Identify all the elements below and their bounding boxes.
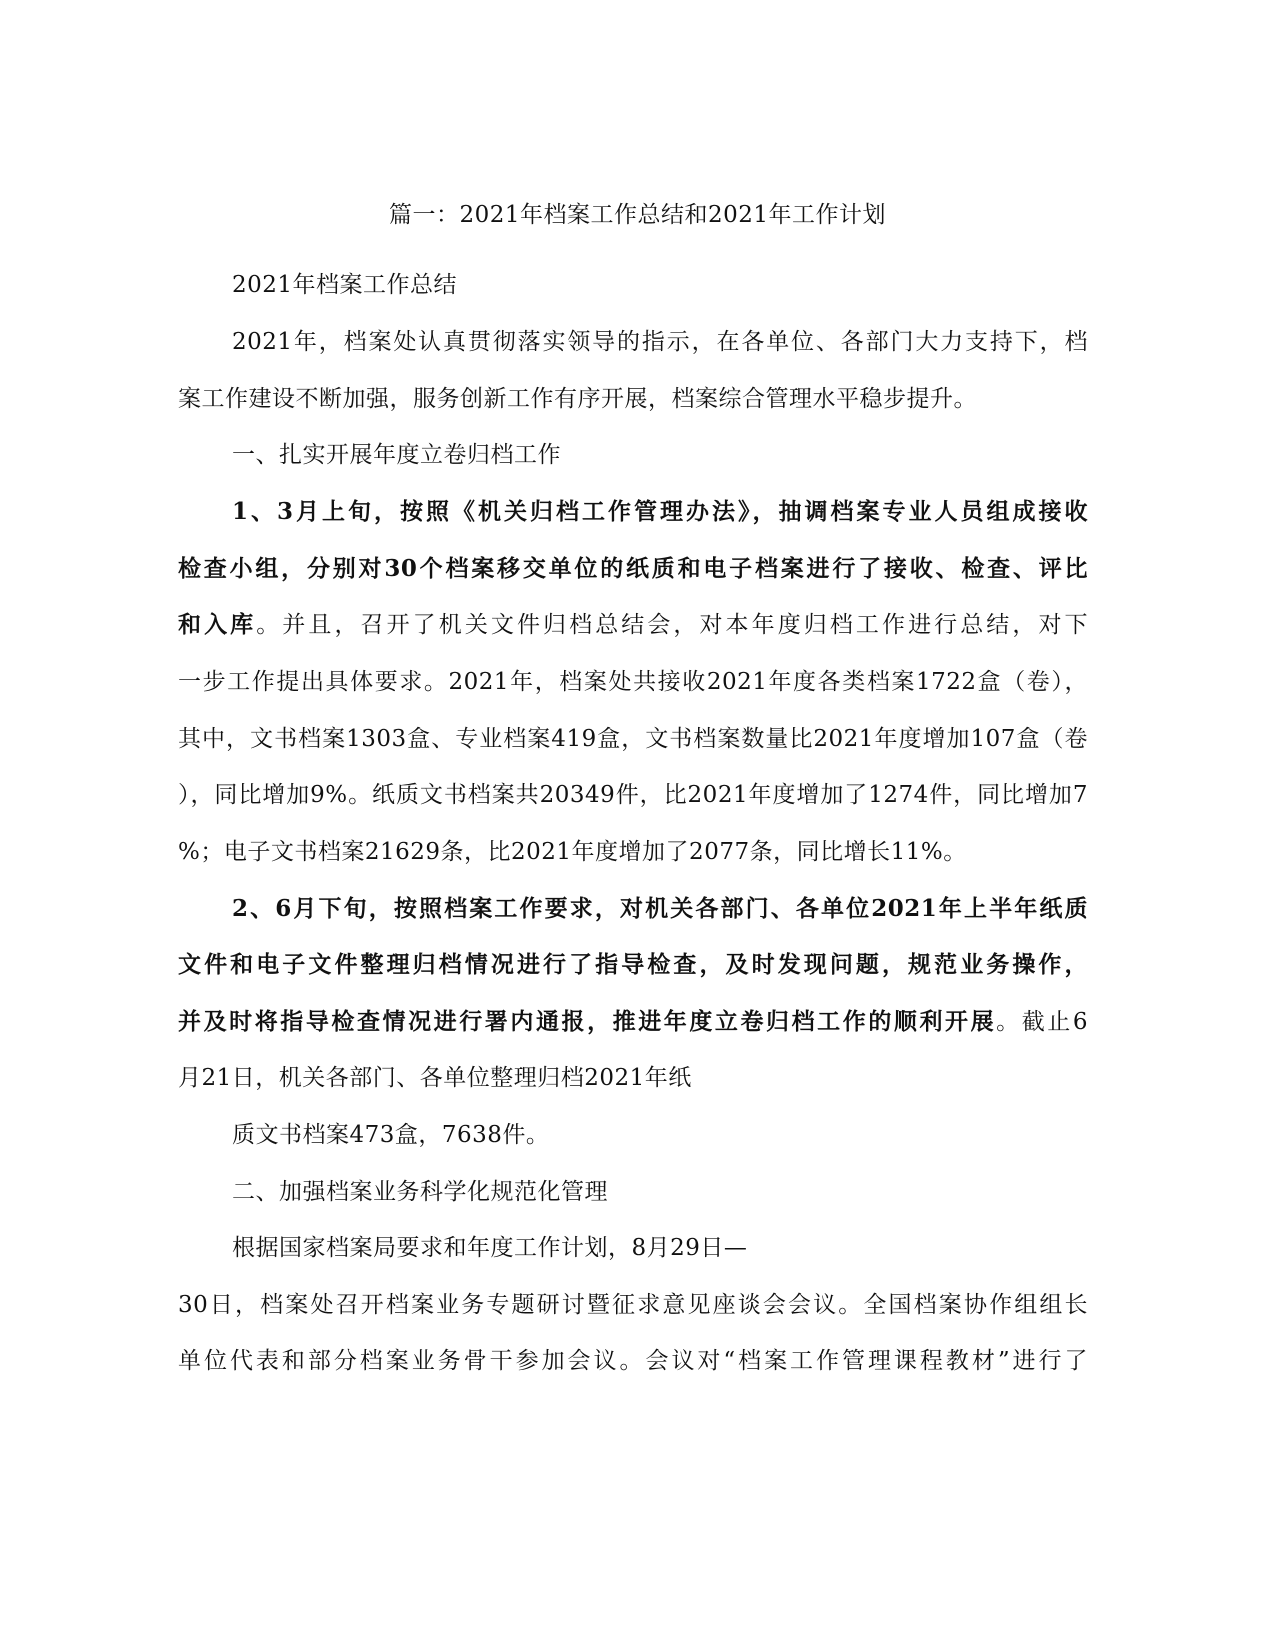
item-2-line-3-bold: 并及时将指导检查情况进行署内通报，推进年度立卷归档工作的顺利开展 [178,1008,997,1035]
item-1-line-5: 其中，文书档案1303盒、专业档案419盒，文书档案数量比2021年度增加107盒（卷 [178,726,1088,752]
item-1-line-6: ），同比增加9%。纸质文书档案共20349件，比2021年度增加了1274件，同比增加7 [178,782,1088,808]
item-1-line-1: 1、3月上旬，按照《机关归档工作管理办法》，抽调档案专业人员组成接收 [232,498,1088,525]
section-2-line-1: 根据国家档案局要求和年度工作计划，8月29日— [232,1235,748,1261]
section-subtitle: 2021年档案工作总结 [232,272,458,298]
section-2-line-3: 单位代表和部分档案业务骨干参加会议。会议对“档案工作管理课程教材”进行了 [178,1348,1088,1374]
item-2-line-2: 文件和电子文件整理归档情况进行了指导检查，及时发现问题，规范业务操作， [178,951,1088,978]
item-1-line-4: 一步工作提出具体要求。2021年，档案处共接收2021年度各类档案1722盒（卷）， [178,669,1088,695]
item-2-line-1: 2、6月下旬，按照档案工作要求，对机关各部门、各单位2021年上半年纸质 [232,895,1088,922]
item-1-line-2: 检查小组，分别对30个档案移交单位的纸质和电子档案进行了接收、检查、评比 [178,555,1088,582]
item-1-line-3 [178,610,1088,640]
item-1-line-3-rest: 。并且，召开了机关文件归档总结会，对本年度归档工作进行总结，对下 [256,612,1089,638]
item-2-line-3 [178,1007,1088,1037]
item-2-line-3-rest: 。截止6 [996,1009,1089,1035]
page-title: 篇一：2021年档案工作总结和2021年工作计划 [388,202,887,228]
intro-line-2: 案工作建设不断加强，服务创新工作有序开展，档案综合管理水平稳步提升。 [178,386,977,412]
item-1-line-7: %；电子文书档案21629条，比2021年度增加了2077条，同比增长11%。 [178,839,967,865]
section-2-line-2: 30日，档案处召开档案业务专题研讨暨征求意见座谈会会议。全国档案协作组组长 [178,1292,1088,1318]
item-2-line-4: 月21日，机关各部门、各单位整理归档2021年纸 [178,1065,692,1091]
section-1-heading: 一、扎实开展年度立卷归档工作 [232,442,561,468]
section-2-heading: 二、加强档案业务科学化规范化管理 [232,1179,608,1205]
intro-line-1: 2021年，档案处认真贯彻落实领导的指示，在各单位、各部门大力支持下，档 [232,329,1088,355]
item-2-line-5: 质文书档案473盒，7638件。 [232,1122,550,1148]
item-1-line-3-bold: 和入库 [178,611,257,638]
